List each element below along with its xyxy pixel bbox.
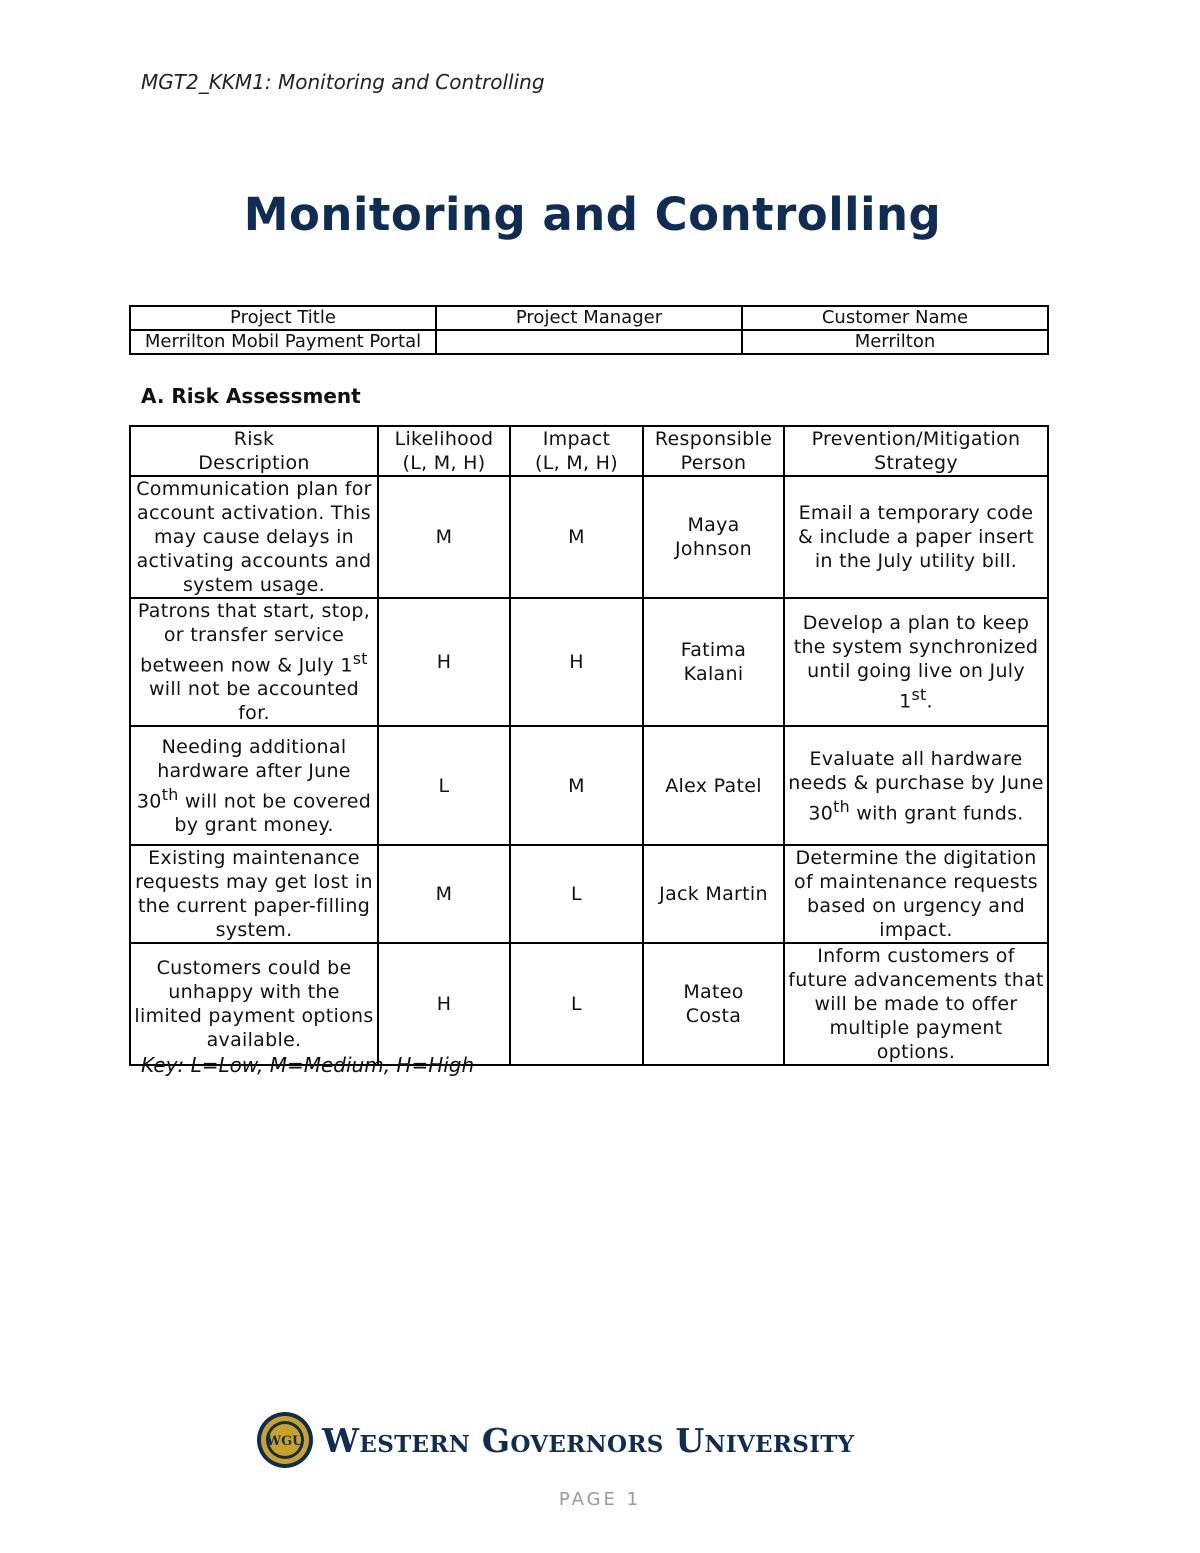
risk-mitigation-strategy: Develop a plan to keep the system synchronized until going live on July 1st. [784, 598, 1048, 726]
risk-mitigation-strategy: Inform customers of future advancements that will be made to offer multiple payment options. [784, 943, 1048, 1065]
project-manager-value [436, 330, 742, 354]
risk-impact: M [510, 726, 643, 845]
seal-text: WGU [266, 1434, 304, 1449]
project-manager-header: Project Manager [436, 306, 742, 330]
risk-likelihood: L [378, 726, 510, 845]
risk-row [130, 598, 1048, 726]
risk-likelihood: H [378, 943, 510, 1065]
risk-likelihood: M [378, 845, 510, 943]
project-info-value-row [130, 330, 1048, 354]
risk-mitigation-strategy: Evaluate all hardware needs & purchase by June 30th with grant funds. [784, 726, 1048, 845]
customer-name-header: Customer Name [742, 306, 1048, 330]
page-title: Monitoring and Controlling [243, 188, 942, 241]
risk-description: Needing additional hardware after June 30th will not be covered by grant money. [130, 726, 378, 845]
risk-table-header-row [130, 426, 1048, 476]
risk-mitigation-strategy: Email a temporary code & include a paper insert in the July utility bill. [784, 476, 1048, 598]
risk-responsible-person: Jack Martin [643, 845, 784, 943]
running-header: MGT2_KKM1: Monitoring and Controlling [141, 70, 545, 94]
impact-header: Impact (L, M, H) [510, 426, 643, 476]
risk-responsible-person: Fatima Kalani [643, 598, 784, 726]
risk-row [130, 943, 1048, 1065]
risk-key-legend: Key: L=Low, M=Medium, H=High [141, 1053, 475, 1077]
risk-impact: M [510, 476, 643, 598]
risk-impact: L [510, 845, 643, 943]
risk-description: Existing maintenance requests may get lost in the current paper-filling system. [130, 845, 378, 943]
likelihood-header: Likelihood (L, M, H) [378, 426, 510, 476]
university-logo [256, 1411, 854, 1469]
risk-responsible-person: Maya Johnson [643, 476, 784, 598]
risk-impact: H [510, 598, 643, 726]
university-seal-icon [256, 1411, 314, 1469]
risk-row [130, 845, 1048, 943]
risk-responsible-person: Alex Patel [643, 726, 784, 845]
section-heading-risk-assessment: A. Risk Assessment [141, 384, 361, 408]
risk-description: Communication plan for account activation. This may cause delays in activating accounts and system usage. [130, 476, 378, 598]
responsible-person-header: Responsible Person [643, 426, 784, 476]
risk-mitigation-strategy: Determine the digitation of maintenance requests based on urgency and impact. [784, 845, 1048, 943]
project-title-value: Merrilton Mobil Payment Portal [130, 330, 436, 354]
project-info-header-row [130, 306, 1048, 330]
risk-row [130, 726, 1048, 845]
page-number: PAGE 1 [558, 1489, 642, 1510]
risk-likelihood: H [378, 598, 510, 726]
risk-description: Patrons that start, stop, or transfer service between now & July 1st will not be accounted for. [130, 598, 378, 726]
risk-responsible-person: Mateo Costa [643, 943, 784, 1065]
risk-row [130, 476, 1048, 598]
risk-description-header: Risk Description [130, 426, 378, 476]
risk-description: Customers could be unhappy with the limited payment options available. [130, 943, 378, 1065]
university-name: Western Governors University [322, 1420, 855, 1460]
risk-likelihood: M [378, 476, 510, 598]
risk-assessment-table [129, 425, 1049, 1066]
mitigation-strategy-header: Prevention/Mitigation Strategy [784, 426, 1048, 476]
project-title-header: Project Title [130, 306, 436, 330]
customer-name-value: Merrilton [742, 330, 1048, 354]
project-info-table [129, 305, 1049, 355]
risk-impact: L [510, 943, 643, 1065]
